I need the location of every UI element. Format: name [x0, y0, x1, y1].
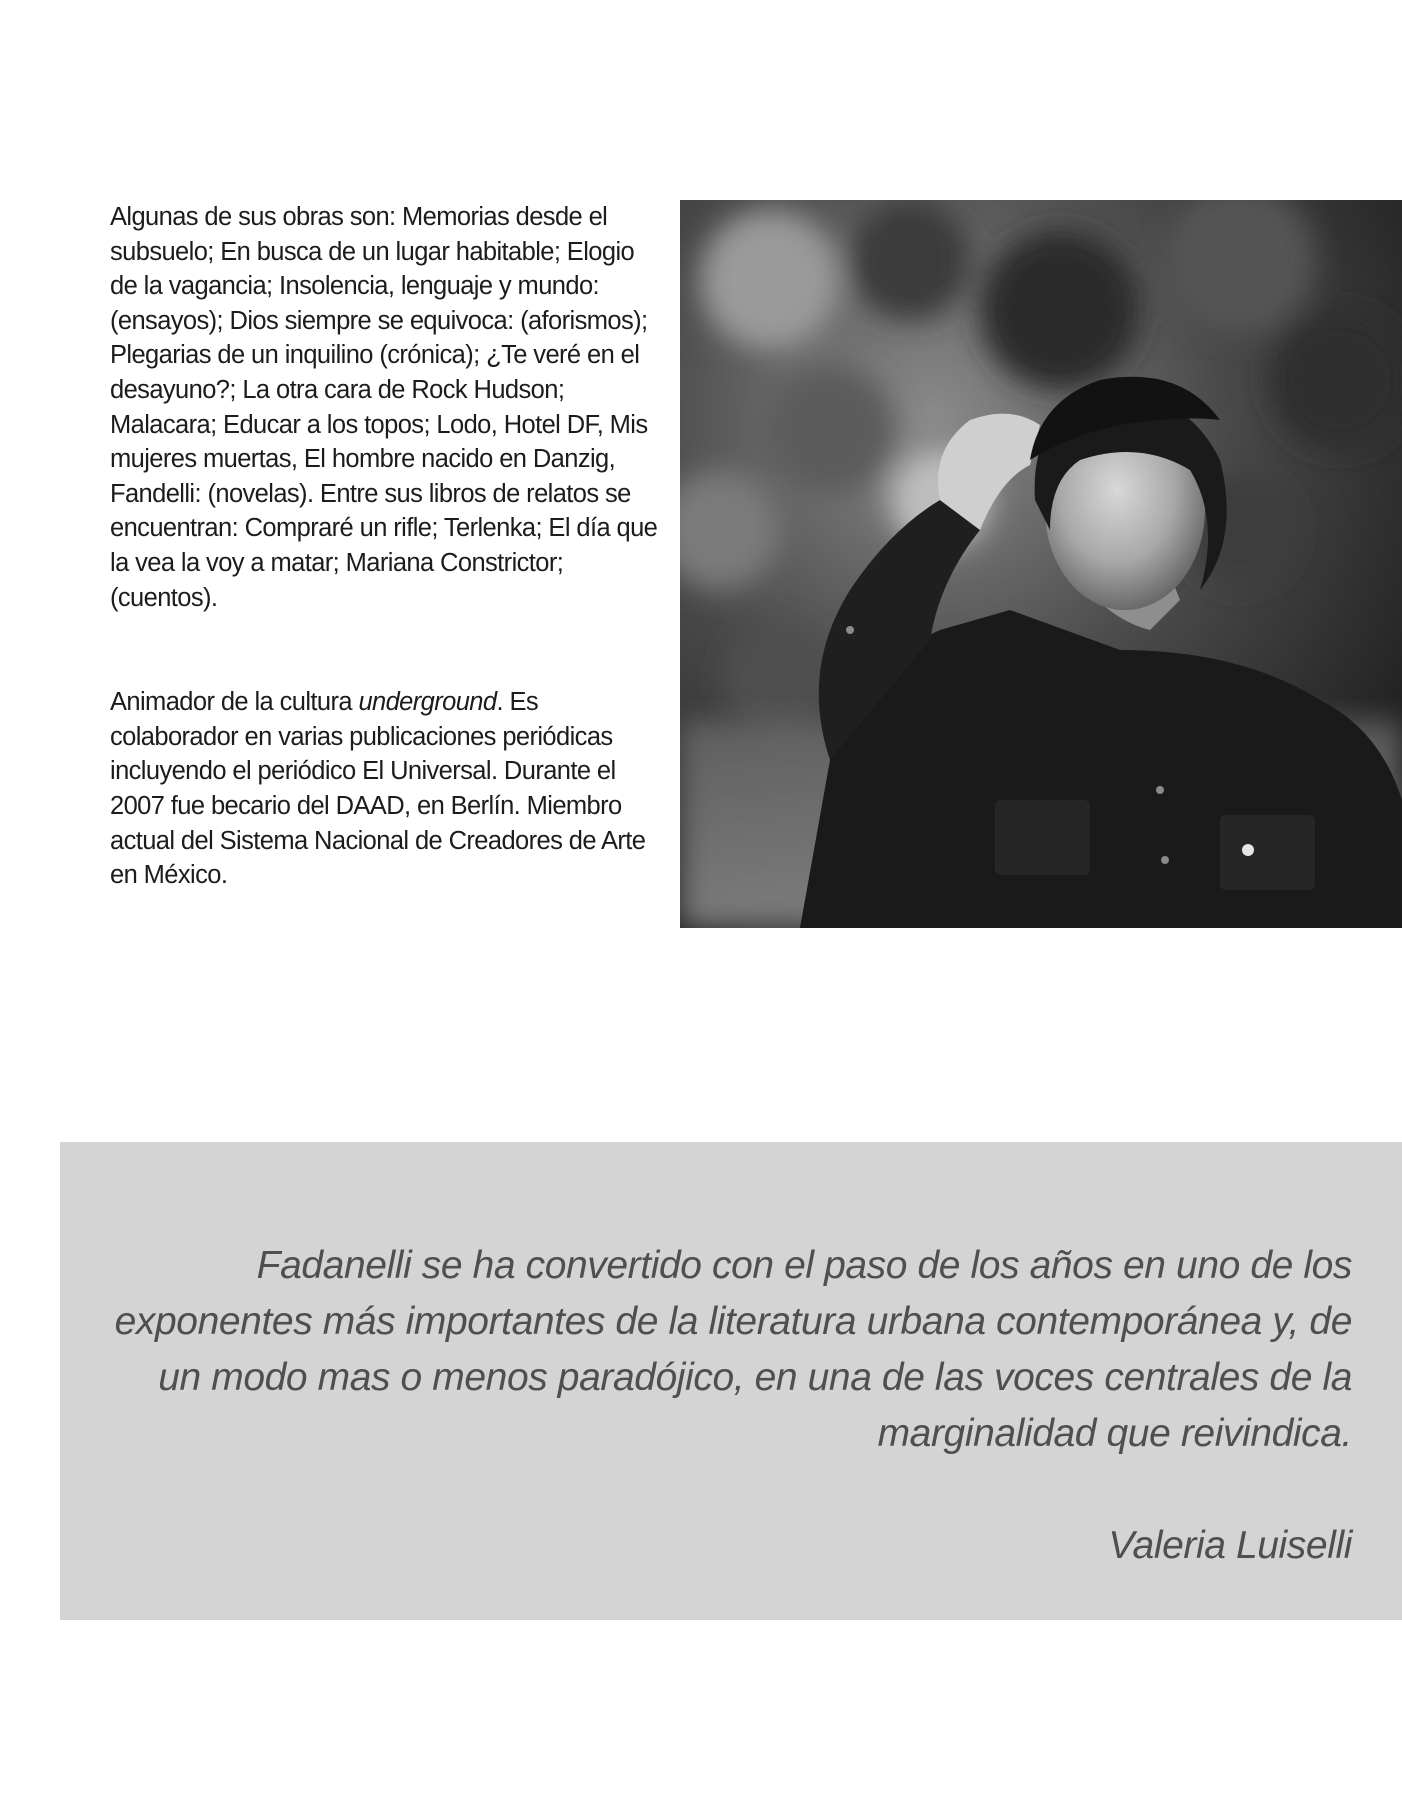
activity-prefix: Animador de la cultura	[110, 688, 359, 717]
activity-rest: . Es colaborador en varias publicaciones periódicas incluyendo el periódico El Universal. Durante el 2007 fue becario del DAAD, en Berlín. Miembro actual del Sistema Nacional de Creadores de Arte en México.	[110, 688, 646, 890]
portrait-photo-icon	[680, 200, 1402, 928]
activity-paragraph	[110, 685, 665, 893]
author-portrait-photo	[680, 200, 1402, 928]
activity-emphasis: underground	[358, 688, 497, 717]
quote-author: Valeria Luiselli	[1108, 1524, 1352, 1567]
works-paragraph: Algunas de sus obras son: Memorias desde el subsuelo; En busca de un lugar habitable; Elogio de la vagancia; Insolencia, lenguaje y mundo: (ensayos); Dios siempre se equivoca: (aforismos); Plegarias de un inquilino (crónica); ¿Te veré en el desayuno?; La otra cara de Rock Hudson; Malacara; Educar a los topos; Lodo, Hotel DF, Mis mujeres muertas, El hombre nacido en Danzig, Fandelli: (novelas). Entre sus libros de relatos se encuentran: Compraré un rifle; Terlenka; El día que la vea la voy a matar; Mariana Constrictor; (cuentos).	[110, 203, 658, 612]
quote-panel	[60, 1142, 1402, 1620]
quote-text: Fadanelli se ha convertido con el paso de los años en uno de los exponentes más importantes de la literatura urbana contemporánea y, de un modo mas o menos paradójico, en una de las voces centrales de la marginalidad que reivindica.	[114, 1244, 1352, 1455]
bio-text-column	[110, 200, 665, 893]
